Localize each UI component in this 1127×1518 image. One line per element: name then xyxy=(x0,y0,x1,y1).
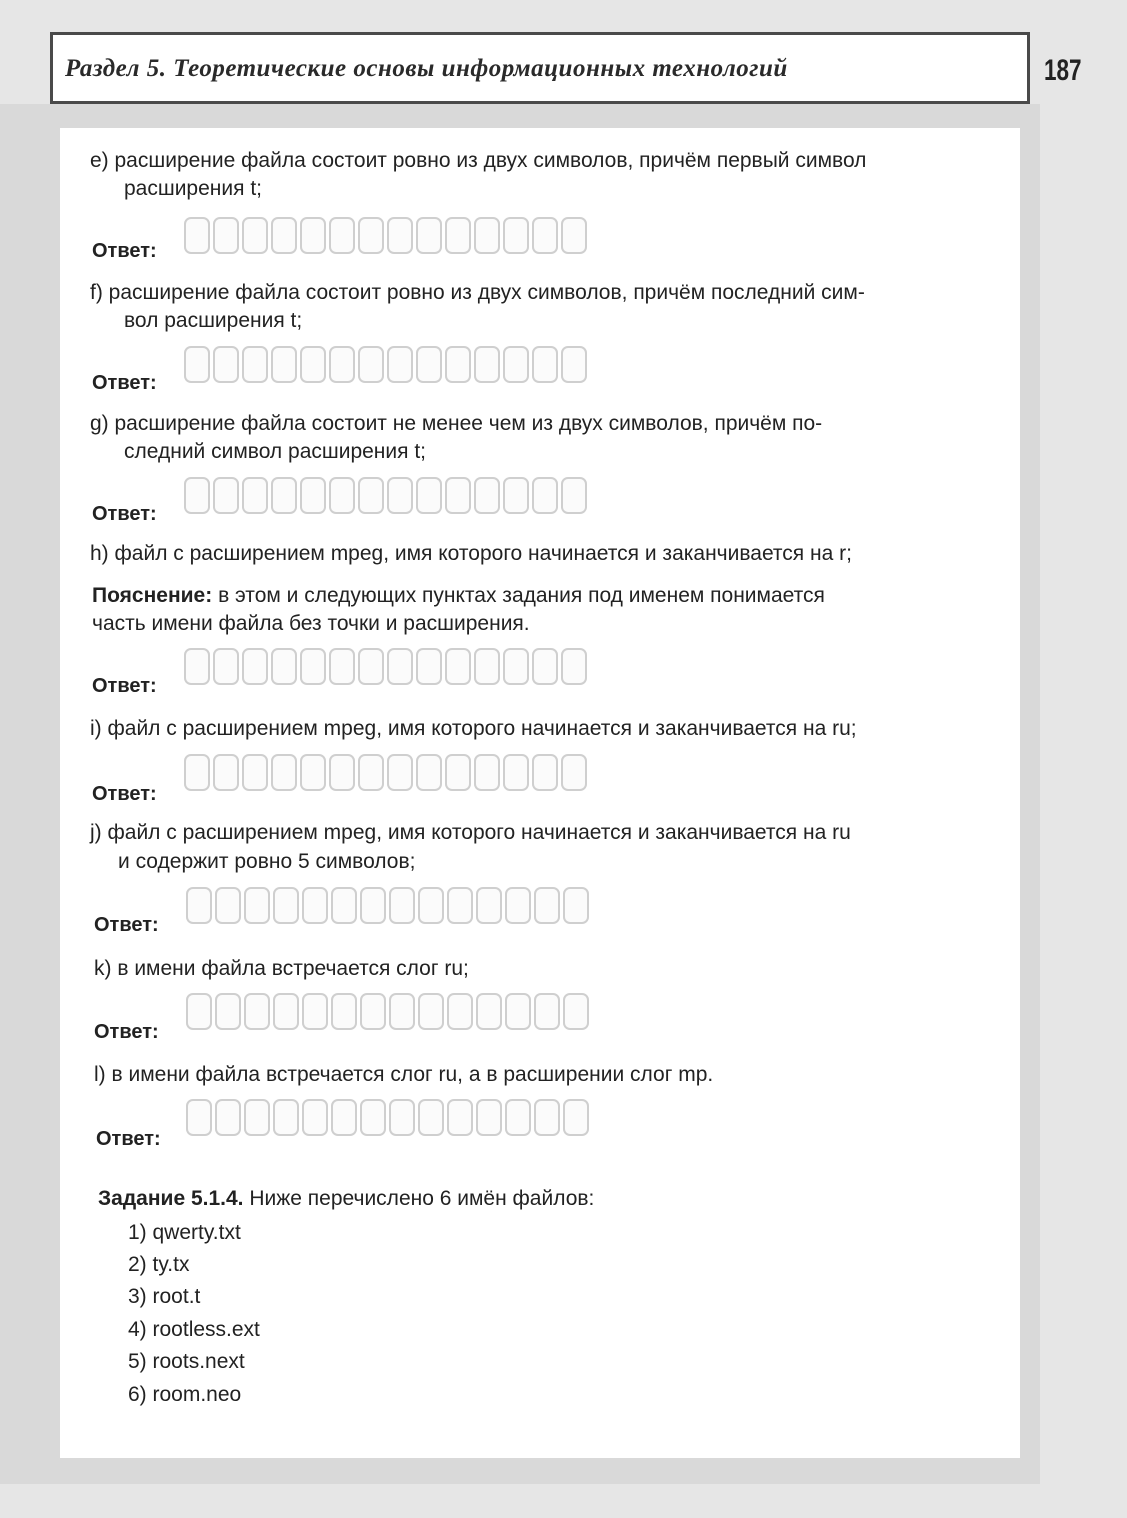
answer-cell[interactable] xyxy=(503,648,529,685)
file-item: 5) roots.next xyxy=(128,1350,245,1373)
answer-cell[interactable] xyxy=(532,477,558,514)
answer-cell[interactable] xyxy=(215,993,241,1030)
task-label: Задание 5.1.4. xyxy=(98,1187,244,1210)
answer-cell[interactable] xyxy=(273,887,299,924)
answer-grid-k[interactable] xyxy=(186,993,589,1030)
answer-cell[interactable] xyxy=(416,346,442,383)
answer-cell[interactable] xyxy=(416,217,442,254)
item-j-line1: j) файл с расширением mpeg, имя которого начинается и заканчивается на ru xyxy=(90,821,851,844)
answer-cell[interactable] xyxy=(358,754,384,791)
answer-cell[interactable] xyxy=(215,1099,241,1136)
file-item: 3) root.t xyxy=(128,1285,201,1308)
answer-cell[interactable] xyxy=(563,1099,589,1136)
answer-cell[interactable] xyxy=(532,346,558,383)
item-f-line1: f) расширение файла состоит ровно из двух символов, причём последний сим- xyxy=(90,281,865,304)
answer-cell[interactable] xyxy=(476,1099,502,1136)
answer-cell[interactable] xyxy=(389,993,415,1030)
answer-cell[interactable] xyxy=(329,754,355,791)
answer-cell[interactable] xyxy=(532,754,558,791)
answer-cell[interactable] xyxy=(273,993,299,1030)
answer-cell[interactable] xyxy=(271,346,297,383)
answer-cell[interactable] xyxy=(329,648,355,685)
answer-cell[interactable] xyxy=(418,1099,444,1136)
answer-cell[interactable] xyxy=(271,477,297,514)
answer-cell[interactable] xyxy=(215,887,241,924)
answer-cell[interactable] xyxy=(474,217,500,254)
answer-cell[interactable] xyxy=(186,993,212,1030)
answer-cell[interactable] xyxy=(242,477,268,514)
answer-cell[interactable] xyxy=(242,217,268,254)
answer-cell[interactable] xyxy=(476,887,502,924)
answer-cell[interactable] xyxy=(302,993,328,1030)
answer-cell[interactable] xyxy=(387,477,413,514)
note-text: в этом и следующих пунктах задания под именем понимается xyxy=(218,584,825,607)
answer-cell[interactable] xyxy=(184,648,210,685)
answer-grid-e[interactable] xyxy=(184,217,587,254)
answer-cell[interactable] xyxy=(387,346,413,383)
answer-cell[interactable] xyxy=(561,648,587,685)
answer-cell[interactable] xyxy=(503,477,529,514)
answer-cell[interactable] xyxy=(331,993,357,1030)
answer-grid-h[interactable] xyxy=(184,648,587,685)
note-line1 xyxy=(92,583,825,609)
answer-label-j: Ответ: xyxy=(94,914,159,936)
answer-cell[interactable] xyxy=(242,346,268,383)
answer-cell[interactable] xyxy=(271,754,297,791)
answer-label-h: Ответ: xyxy=(92,675,157,697)
answer-cell[interactable] xyxy=(503,754,529,791)
answer-cell[interactable] xyxy=(561,217,587,254)
file-item: 1) qwerty.txt xyxy=(128,1221,241,1244)
answer-cell[interactable] xyxy=(213,477,239,514)
answer-grid-j[interactable] xyxy=(186,887,589,924)
answer-cell[interactable] xyxy=(300,754,326,791)
answer-cell[interactable] xyxy=(184,346,210,383)
answer-cell[interactable] xyxy=(329,477,355,514)
answer-cell[interactable] xyxy=(445,648,471,685)
answer-cell[interactable] xyxy=(447,993,473,1030)
answer-cell[interactable] xyxy=(360,1099,386,1136)
answer-label-k: Ответ: xyxy=(94,1021,159,1043)
exercise-content xyxy=(60,128,1020,1458)
answer-cell[interactable] xyxy=(389,1099,415,1136)
answer-cell[interactable] xyxy=(300,648,326,685)
task-heading xyxy=(98,1186,594,1212)
answer-cell[interactable] xyxy=(213,346,239,383)
item-h-line1: h) файл с расширением mpeg, имя которого начинается и заканчивается на r; xyxy=(90,542,852,565)
answer-cell[interactable] xyxy=(416,754,442,791)
section-title: Раздел 5. Теоретические основы информационных технологий xyxy=(65,55,788,82)
answer-cell[interactable] xyxy=(300,346,326,383)
item-e-line2: расширения t; xyxy=(124,177,262,200)
answer-cell[interactable] xyxy=(445,346,471,383)
answer-cell[interactable] xyxy=(418,993,444,1030)
section-header xyxy=(50,32,1030,104)
answer-cell[interactable] xyxy=(358,346,384,383)
answer-label-e: Ответ: xyxy=(92,240,157,262)
answer-cell[interactable] xyxy=(387,754,413,791)
answer-cell[interactable] xyxy=(184,217,210,254)
answer-cell[interactable] xyxy=(532,217,558,254)
answer-cell[interactable] xyxy=(300,217,326,254)
task-text: Ниже перечислено 6 имён файлов: xyxy=(249,1187,595,1210)
answer-cell[interactable] xyxy=(213,217,239,254)
file-item: 6) room.neo xyxy=(128,1383,242,1406)
answer-cell[interactable] xyxy=(563,993,589,1030)
item-l-line1: l) в имени файла встречается слог ru, а в расширении слог mp. xyxy=(94,1063,714,1086)
item-i-line1: i) файл с расширением mpeg, имя которого начинается и заканчивается на ru; xyxy=(90,717,857,740)
answer-cell[interactable] xyxy=(184,754,210,791)
answer-cell[interactable] xyxy=(329,346,355,383)
answer-cell[interactable] xyxy=(503,217,529,254)
answer-cell[interactable] xyxy=(213,648,239,685)
answer-cell[interactable] xyxy=(474,477,500,514)
answer-cell[interactable] xyxy=(503,346,529,383)
item-f-line2: вол расширения t; xyxy=(124,309,303,332)
answer-cell[interactable] xyxy=(271,217,297,254)
answer-cell[interactable] xyxy=(474,346,500,383)
answer-grid-f[interactable] xyxy=(184,346,587,383)
answer-cell[interactable] xyxy=(358,217,384,254)
answer-cell[interactable] xyxy=(358,477,384,514)
answer-label-i: Ответ: xyxy=(92,783,157,805)
answer-cell[interactable] xyxy=(300,477,326,514)
answer-cell[interactable] xyxy=(387,648,413,685)
answer-label-f: Ответ: xyxy=(92,372,157,394)
answer-cell[interactable] xyxy=(360,887,386,924)
answer-cell[interactable] xyxy=(474,754,500,791)
answer-cell[interactable] xyxy=(186,887,212,924)
item-g-line1: g) расширение файла состоит не менее чем из двух символов, причём по- xyxy=(90,412,823,435)
item-j-line2: и содержит ровно 5 символов; xyxy=(118,850,416,873)
answer-cell[interactable] xyxy=(561,477,587,514)
answer-cell[interactable] xyxy=(416,648,442,685)
answer-cell[interactable] xyxy=(242,754,268,791)
answer-label-g: Ответ: xyxy=(92,503,157,525)
answer-cell[interactable] xyxy=(476,993,502,1030)
answer-cell[interactable] xyxy=(273,1099,299,1136)
answer-cell[interactable] xyxy=(184,477,210,514)
answer-cell[interactable] xyxy=(302,887,328,924)
file-item: 2) ty.tx xyxy=(128,1253,190,1276)
answer-cell[interactable] xyxy=(387,217,413,254)
answer-cell[interactable] xyxy=(534,993,560,1030)
answer-grid-i[interactable] xyxy=(184,754,587,791)
item-g-line2: следний символ расширения t; xyxy=(124,440,427,463)
answer-cell[interactable] xyxy=(561,754,587,791)
answer-grid-g[interactable] xyxy=(184,477,587,514)
answer-cell[interactable] xyxy=(244,993,270,1030)
page-number: 187 xyxy=(1044,54,1082,87)
answer-cell[interactable] xyxy=(244,1099,270,1136)
answer-cell[interactable] xyxy=(445,217,471,254)
answer-cell[interactable] xyxy=(447,887,473,924)
file-item: 4) rootless.ext xyxy=(128,1318,260,1341)
answer-cell[interactable] xyxy=(532,648,558,685)
answer-cell[interactable] xyxy=(358,648,384,685)
answer-cell[interactable] xyxy=(271,648,297,685)
answer-cell[interactable] xyxy=(244,887,270,924)
answer-cell[interactable] xyxy=(331,887,357,924)
answer-cell[interactable] xyxy=(445,754,471,791)
answer-cell[interactable] xyxy=(505,993,531,1030)
answer-cell[interactable] xyxy=(447,1099,473,1136)
answer-cell[interactable] xyxy=(416,477,442,514)
note-label: Пояснение: xyxy=(92,584,213,607)
answer-cell[interactable] xyxy=(534,1099,560,1136)
answer-cell[interactable] xyxy=(329,217,355,254)
answer-cell[interactable] xyxy=(561,346,587,383)
answer-cell[interactable] xyxy=(563,887,589,924)
answer-cell[interactable] xyxy=(418,887,444,924)
answer-cell[interactable] xyxy=(242,648,268,685)
answer-cell[interactable] xyxy=(186,1099,212,1136)
note-line2: часть имени файла без точки и расширения. xyxy=(92,612,530,635)
answer-cell[interactable] xyxy=(213,754,239,791)
item-e-line1: e) расширение файла состоит ровно из двух символов, причём первый символ xyxy=(90,149,867,172)
item-k-line1: k) в имени файла встречается слог ru; xyxy=(94,957,469,980)
answer-cell[interactable] xyxy=(505,1099,531,1136)
answer-grid-l[interactable] xyxy=(186,1099,589,1136)
answer-cell[interactable] xyxy=(360,993,386,1030)
answer-cell[interactable] xyxy=(389,887,415,924)
answer-cell[interactable] xyxy=(302,1099,328,1136)
answer-cell[interactable] xyxy=(474,648,500,685)
answer-cell[interactable] xyxy=(445,477,471,514)
answer-cell[interactable] xyxy=(505,887,531,924)
answer-cell[interactable] xyxy=(331,1099,357,1136)
answer-label-l: Ответ: xyxy=(96,1128,161,1150)
answer-cell[interactable] xyxy=(534,887,560,924)
